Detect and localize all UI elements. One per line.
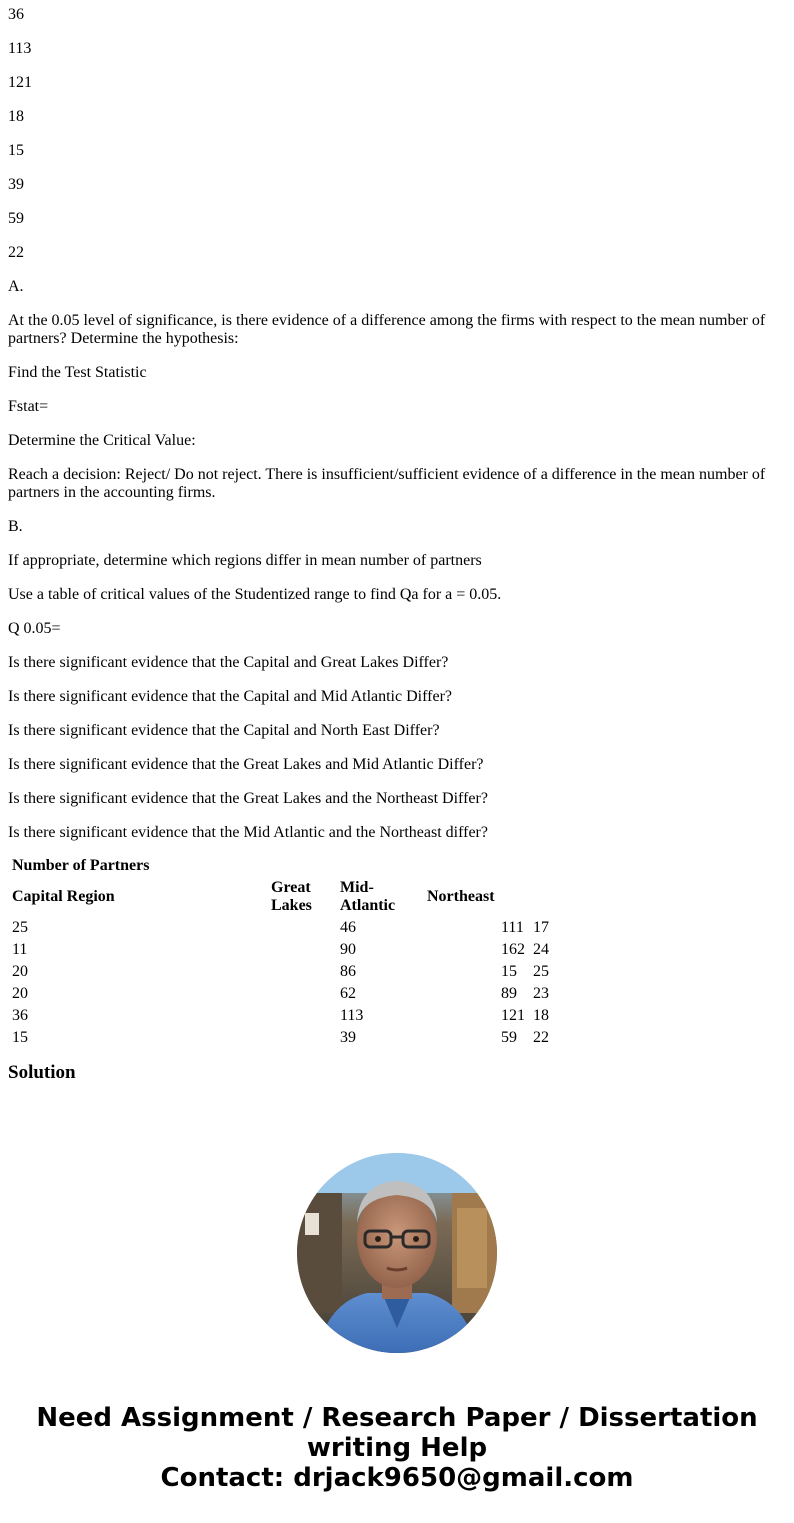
table-cell: 121 [501, 1007, 525, 1024]
table-header-row [11, 878, 550, 916]
table-cell [426, 1028, 498, 1048]
number-item: 121 [8, 74, 32, 91]
part-b-label: B. [8, 518, 23, 535]
table-cell: 17 [533, 919, 549, 936]
table-cell: 46 [340, 919, 356, 936]
author-photo-icon [297, 1153, 497, 1353]
header-empty [532, 878, 550, 916]
find-test-statistic: Find the Test Statistic [8, 364, 147, 381]
table-cell: 20 [12, 985, 28, 1002]
number-item: 15 [8, 142, 24, 159]
fstat-label: Fstat= [8, 398, 49, 415]
table-cell [426, 962, 498, 982]
table-cell: 162 [501, 941, 525, 958]
number-item: 59 [8, 210, 24, 227]
table-cell: 20 [12, 963, 28, 980]
critical-value-label: Determine the Critical Value: [8, 432, 196, 449]
table-row [11, 962, 550, 982]
footer-line-1: Need Assignment / Research Paper / Dissertation [36, 1403, 758, 1433]
table-cell: 39 [340, 1029, 356, 1046]
footer-contact: Contact: drjack9650@gmail.com [160, 1463, 634, 1493]
table-cell [270, 1028, 337, 1048]
partners-table [9, 854, 552, 1050]
comparison-question: Is there significant evidence that the Mid Atlantic and the Northeast differ? [8, 824, 488, 841]
table-cell: 22 [533, 1029, 549, 1046]
table-cell: 11 [12, 941, 28, 958]
q-value-label: Q 0.05= [8, 620, 61, 637]
comparison-question: Is there significant evidence that the Capital and North East Differ? [8, 722, 440, 739]
header-mid-atlantic: Mid-Atlantic [340, 879, 396, 914]
part-a-question: At the 0.05 level of significance, is there evidence of a difference among the firms with respect to the mean number of partners? Determine the hypothesis: [8, 312, 766, 347]
footer-line-2: writing Help [306, 1433, 488, 1463]
table-cell [270, 1006, 337, 1026]
comparison-question: Is there significant evidence that the Capital and Great Lakes Differ? [8, 654, 449, 671]
table-cell: 62 [340, 985, 356, 1002]
comparison-question: Is there significant evidence that the Great Lakes and Mid Atlantic Differ? [8, 756, 484, 773]
table-caption: Number of Partners [12, 857, 150, 874]
table-cell: 24 [533, 941, 549, 958]
table-cell: 15 [501, 963, 517, 980]
footer-banner [0, 1403, 794, 1493]
table-row [11, 1028, 550, 1048]
table-row [11, 918, 550, 938]
table-cell: 15 [12, 1029, 28, 1046]
table-cell [270, 940, 337, 960]
table-row [11, 940, 550, 960]
table-row [11, 984, 550, 1004]
table-cell: 18 [533, 1007, 549, 1024]
solution-heading: Solution [8, 1062, 76, 1083]
table-cell: 25 [12, 919, 28, 936]
table-cell: 59 [501, 1029, 517, 1046]
table-cell: 90 [340, 941, 356, 958]
table-cell: 36 [12, 1007, 28, 1024]
header-great-lakes: Great Lakes [271, 879, 312, 914]
table-cell [426, 1006, 498, 1026]
part-b-intro: If appropriate, determine which regions differ in mean number of partners [8, 552, 482, 569]
table-cell [270, 962, 337, 982]
number-item: 39 [8, 176, 24, 193]
comparison-question: Is there significant evidence that the Great Lakes and the Northeast Differ? [8, 790, 488, 807]
table-row [11, 1006, 550, 1026]
number-item: 18 [8, 108, 24, 125]
decision-text: Reach a decision: Reject/ Do not reject. There is insufficient/sufficient evidence of a difference in the mean number of partners in the accounting firms. [8, 466, 766, 501]
table-cell: 23 [533, 985, 549, 1002]
header-capital-region: Capital Region [12, 888, 115, 905]
table-cell: 25 [533, 963, 549, 980]
part-b-instruction: Use a table of critical values of the Studentized range to find Qa for a = 0.05. [8, 586, 502, 603]
table-cell [426, 940, 498, 960]
number-list [8, 6, 786, 262]
header-northeast: Northeast [427, 888, 495, 905]
number-item: 113 [8, 40, 32, 57]
table-cell: 89 [501, 985, 517, 1002]
table-cell: 113 [340, 1007, 364, 1024]
comparison-question: Is there significant evidence that the Capital and Mid Atlantic Differ? [8, 688, 452, 705]
table-cell [426, 984, 498, 1004]
author-avatar [297, 1153, 497, 1353]
table-cell: 86 [340, 963, 356, 980]
number-item: 22 [8, 244, 24, 261]
number-item: 36 [8, 6, 24, 23]
header-empty [500, 878, 530, 916]
table-cell: 111 [501, 919, 524, 936]
table-cell [270, 984, 337, 1004]
table-cell [426, 918, 498, 938]
table-caption-row [11, 856, 550, 876]
part-a-label: A. [8, 278, 24, 295]
table-cell [270, 918, 337, 938]
